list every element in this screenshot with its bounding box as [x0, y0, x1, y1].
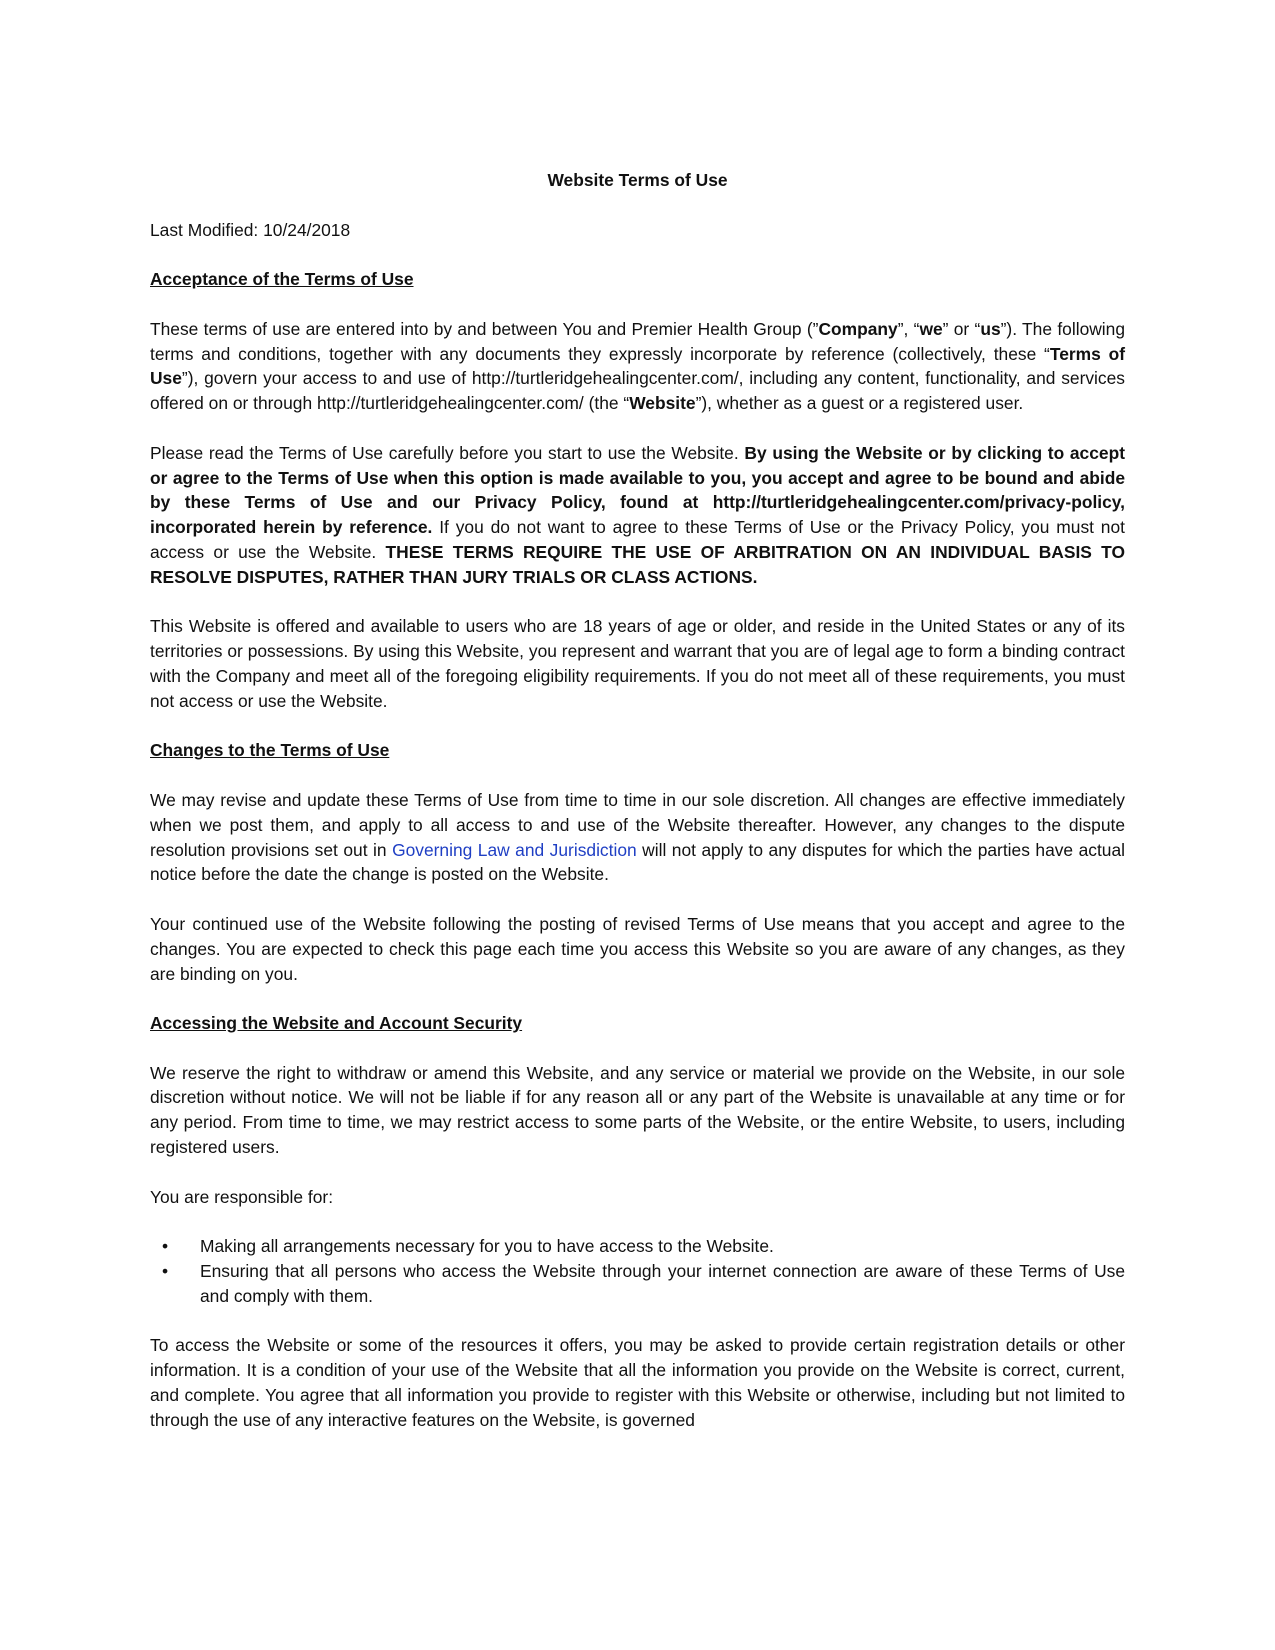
text-run: ” or “ — [942, 318, 981, 339]
text-run: ”), whether as a guest or a registered user. — [695, 393, 1024, 414]
text-run: will not apply to any disputes for which the parties have actual notice before the date the change is posted on the Website. — [150, 839, 1125, 885]
acceptance-paragraph-2 — [150, 441, 1125, 590]
bold-arbitration-clause: THESE TERMS REQUIRE THE USE OF ARBITRATION ON AN INDIVIDUAL BASIS TO RESOLVE DISPUTES, RATHER THAN JURY TRIALS OR CLASS ACTIONS. — [150, 541, 1125, 587]
accessing-paragraph-1: We reserve the right to withdraw or amend this Website, and any service or material we provide on the Website, in our sole discretion without notice. We will not be liable if for any reason all or any part of the Website is unavailable at any time or for any period. From time to time, we may restrict access to some parts of the Website, or the entire Website, to users, including registered users. — [150, 1062, 1125, 1158]
bold-term-us: us — [980, 318, 1001, 339]
text-run: Please read the Terms of Use carefully before you start to use the Website. — [150, 442, 745, 463]
bullet-icon: • — [162, 1261, 169, 1282]
accessing-paragraph-3: To access the Website or some of the resources it offers, you may be asked to provide certain registration details or other information. It is a condition of your use of the Website that all the information you provide on the Website is correct, current, and complete. You agree that all information you provide to register with this Website or otherwise, including but not limited to through the use of any interactive features on the Website, is governed — [150, 1335, 1125, 1430]
acceptance-paragraph-3: This Website is offered and available to users who are 18 years of age or older, and reside in the United States or any of its territories or possessions. By using this Website, you represent and warrant that you are of legal age to form a binding contract with the Company and meet all of the foregoing eligibility requirements. If you do not meet all of these requirements, you must not access or use the Website. — [150, 616, 1125, 711]
acceptance-paragraph-1 — [150, 317, 1125, 416]
governing-law-link[interactable]: Governing Law and Jurisdiction — [392, 839, 637, 860]
responsibilities-list — [150, 1234, 1125, 1308]
text-run: These terms of use are entered into by and between You and Premier Health Group (” — [150, 318, 819, 339]
text-run: ”). The following terms and conditions, together with any documents they expressly incorporate by reference (collectively, these “ — [150, 318, 1126, 364]
text-run: ”, “ — [897, 318, 920, 339]
heading-acceptance: Acceptance of the Terms of Use — [150, 269, 414, 290]
page-title: Website Terms of Use — [547, 170, 728, 190]
bullet-icon: • — [162, 1236, 169, 1257]
bold-term-terms-of-use: Terms of Use — [150, 343, 1125, 389]
list-item — [150, 1259, 1125, 1309]
bold-term-we: we — [919, 318, 943, 339]
last-modified: Last Modified: 10/24/2018 — [150, 219, 351, 240]
list-item-text: Making all arrangements necessary for you to have access to the Website. — [200, 1236, 774, 1257]
accessing-paragraph-2: You are responsible for: — [150, 1186, 334, 1207]
changes-paragraph-1 — [150, 788, 1125, 887]
bold-term-company: Company — [818, 318, 898, 339]
bold-agreement-clause: By using the Website or by clicking to accept or agree to the Terms of Use when this option is made available to you, you accept and agree to be bound and abide by these Terms of Use and our Privacy Policy, found at http://turtleridgehealingcenter.com/privacy-policy, incorporated herein by reference. — [150, 442, 1125, 538]
text-run: ”), govern your access to and use of http://turtleridgehealingcenter.com/, including any content, functionality, and services offered on or through http://turtleridgehealingcenter.com/ (the “ — [150, 368, 1125, 414]
heading-changes: Changes to the Terms of Use — [150, 740, 390, 761]
text-run: We may revise and update these Terms of Use from time to time in our sole discretion. All changes are effective immediately when we post them, and apply to all access to and use of the Website thereafter. However, any changes to the dispute resolution provisions set out in — [150, 789, 1125, 860]
bold-term-website: Website — [629, 393, 696, 414]
list-item — [150, 1234, 1125, 1259]
list-item-text: Ensuring that all persons who access the Website through your internet connection are aware of these Terms of Use and comply with them. — [200, 1261, 1125, 1306]
text-run: If you do not want to agree to these Terms of Use or the Privacy Policy, you must not access or use the Website. — [150, 517, 1125, 562]
changes-paragraph-2: Your continued use of the Website following the posting of revised Terms of Use means that you accept and agree to the changes. You are expected to check this page each time you access this Website so you are aware of any changes, as they are binding on you. — [150, 913, 1125, 984]
heading-accessing: Accessing the Website and Account Security — [150, 1013, 523, 1034]
document-page — [150, 168, 1125, 1457]
